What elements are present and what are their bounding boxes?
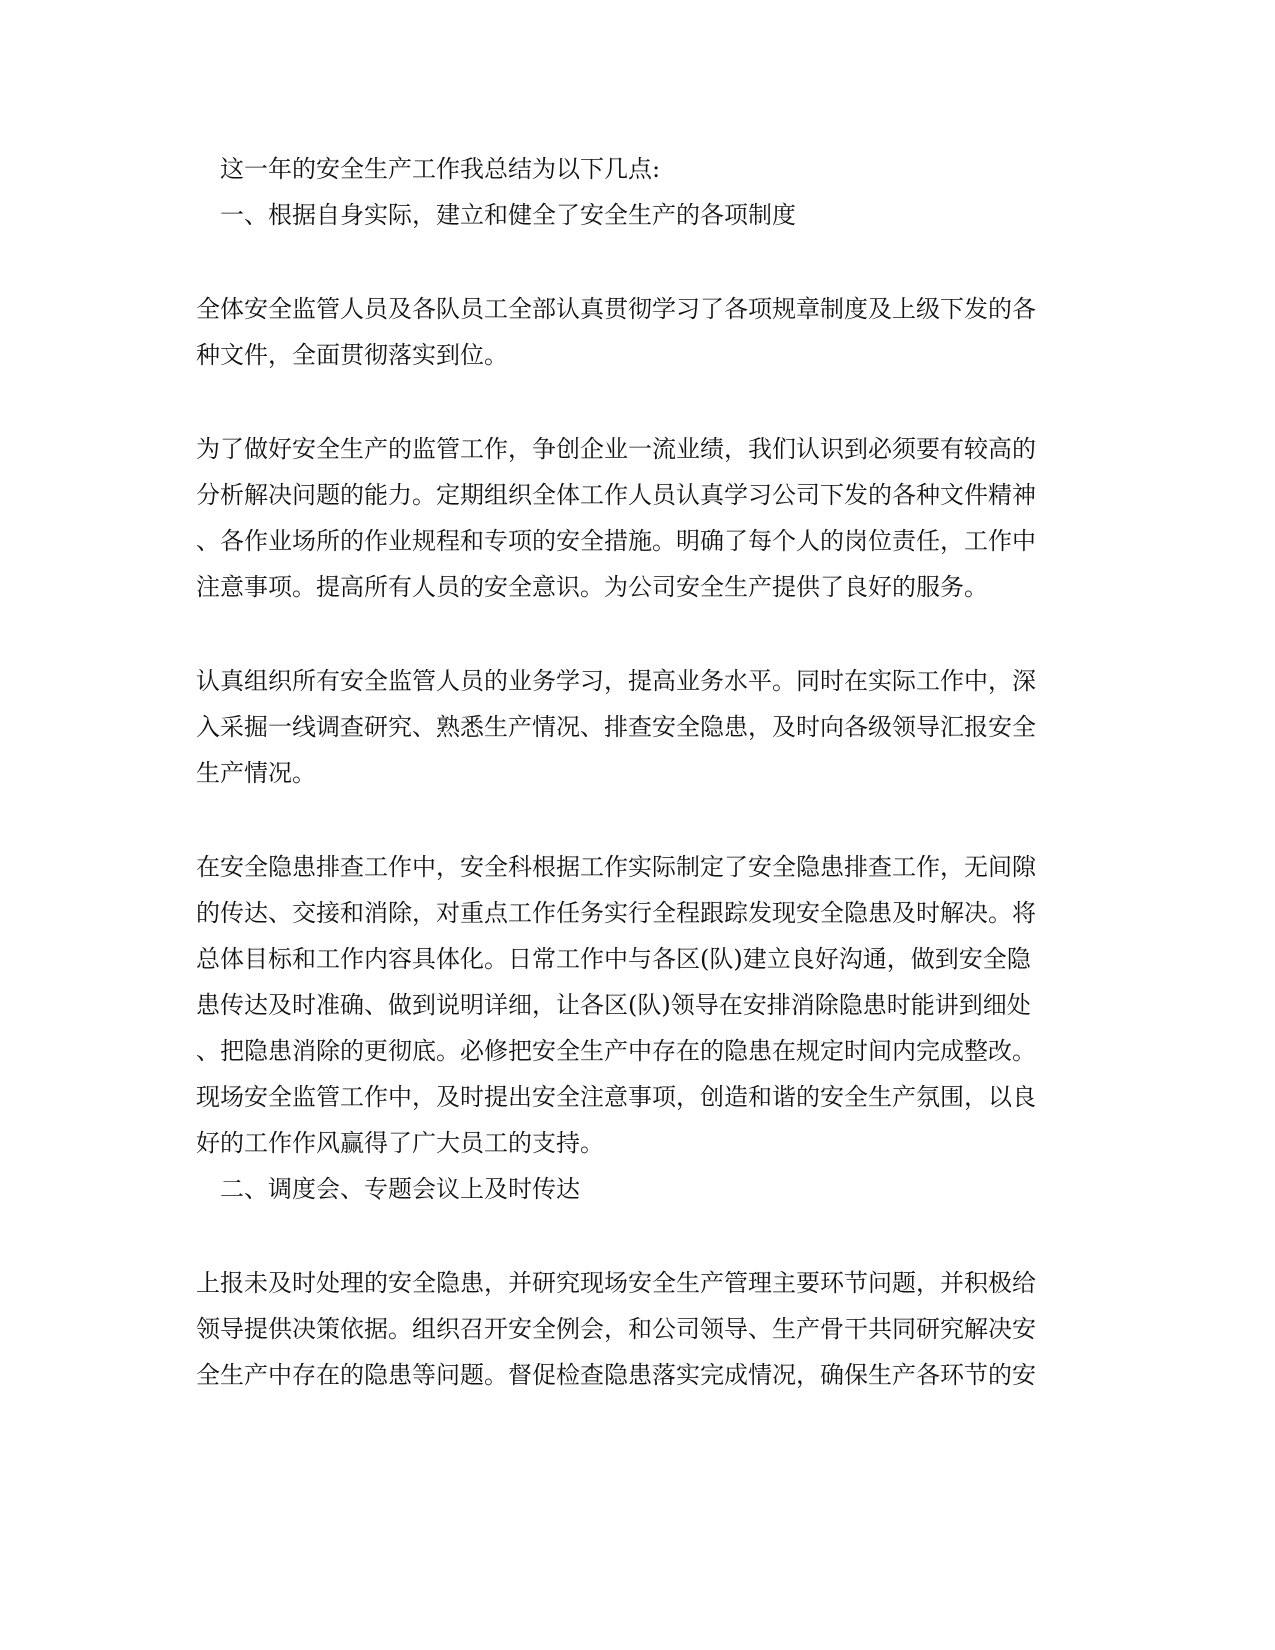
paragraph-line: 领导提供决策依据。组织召开安全例会，和公司领导、生产骨干共同研究解决安 <box>196 1315 1036 1343</box>
paragraph-line: 总体目标和工作内容具体化。日常工作中与各区(队)建立良好沟通，做到安全隐 <box>196 945 1031 973</box>
paragraph-line: 全体安全监管人员及各队员工全部认真贯彻学习了各项规章制度及上级下发的各 <box>196 295 1036 323</box>
paragraph-line: 好的工作作风赢得了广大员工的支持。 <box>196 1129 604 1157</box>
intro-line: 这一年的安全生产工作我总结为以下几点: <box>220 155 661 183</box>
paragraph-line: 上报未及时处理的安全隐患，并研究现场安全生产管理主要环节问题，并积极给 <box>196 1269 1036 1297</box>
paragraph-line: 为了做好安全生产的监管工作，争创企业一流业绩，我们认识到必须要有较高的 <box>196 435 1036 463</box>
paragraph-line: 、各作业场所的作业规程和专项的安全措施。明确了每个人的岗位责任，工作中 <box>196 527 1036 555</box>
section-heading-2: 二、调度会、专题会议上及时传达 <box>220 1175 580 1203</box>
paragraph-line: 在安全隐患排查工作中，安全科根据工作实际制定了安全隐患排查工作，无间隙 <box>196 853 1036 881</box>
paragraph-line: 入采掘一线调查研究、熟悉生产情况、排查安全隐患，及时向各级领导汇报安全 <box>196 713 1036 741</box>
paragraph-line: 现场安全监管工作中，及时提出安全注意事项，创造和谐的安全生产氛围，以良 <box>196 1083 1036 1111</box>
paragraph-line: 、把隐患消除的更彻底。必修把安全生产中存在的隐患在规定时间内完成整改。 <box>196 1037 1036 1065</box>
paragraph-line: 认真组织所有安全监管人员的业务学习，提高业务水平。同时在实际工作中，深 <box>196 667 1036 695</box>
section-heading-1: 一、根据自身实际，建立和健全了安全生产的各项制度 <box>220 201 796 229</box>
paragraph-line: 患传达及时准确、做到说明详细，让各区(队)领导在安排消除隐患时能讲到细处 <box>196 991 1031 1019</box>
paragraph-line: 的传达、交接和消除，对重点工作任务实行全程跟踪发现安全隐患及时解决。将 <box>196 899 1036 927</box>
paragraph-line: 种文件，全面贯彻落实到位。 <box>196 341 508 369</box>
paragraph-line: 全生产中存在的隐患等问题。督促检查隐患落实完成情况，确保生产各环节的安 <box>196 1361 1036 1389</box>
paragraph-line: 生产情况。 <box>196 759 316 787</box>
paragraph-line: 注意事项。提高所有人员的安全意识。为公司安全生产提供了良好的服务。 <box>196 573 988 601</box>
paragraph-line: 分析解决问题的能力。定期组织全体工作人员认真学习公司下发的各种文件精神 <box>196 481 1036 509</box>
